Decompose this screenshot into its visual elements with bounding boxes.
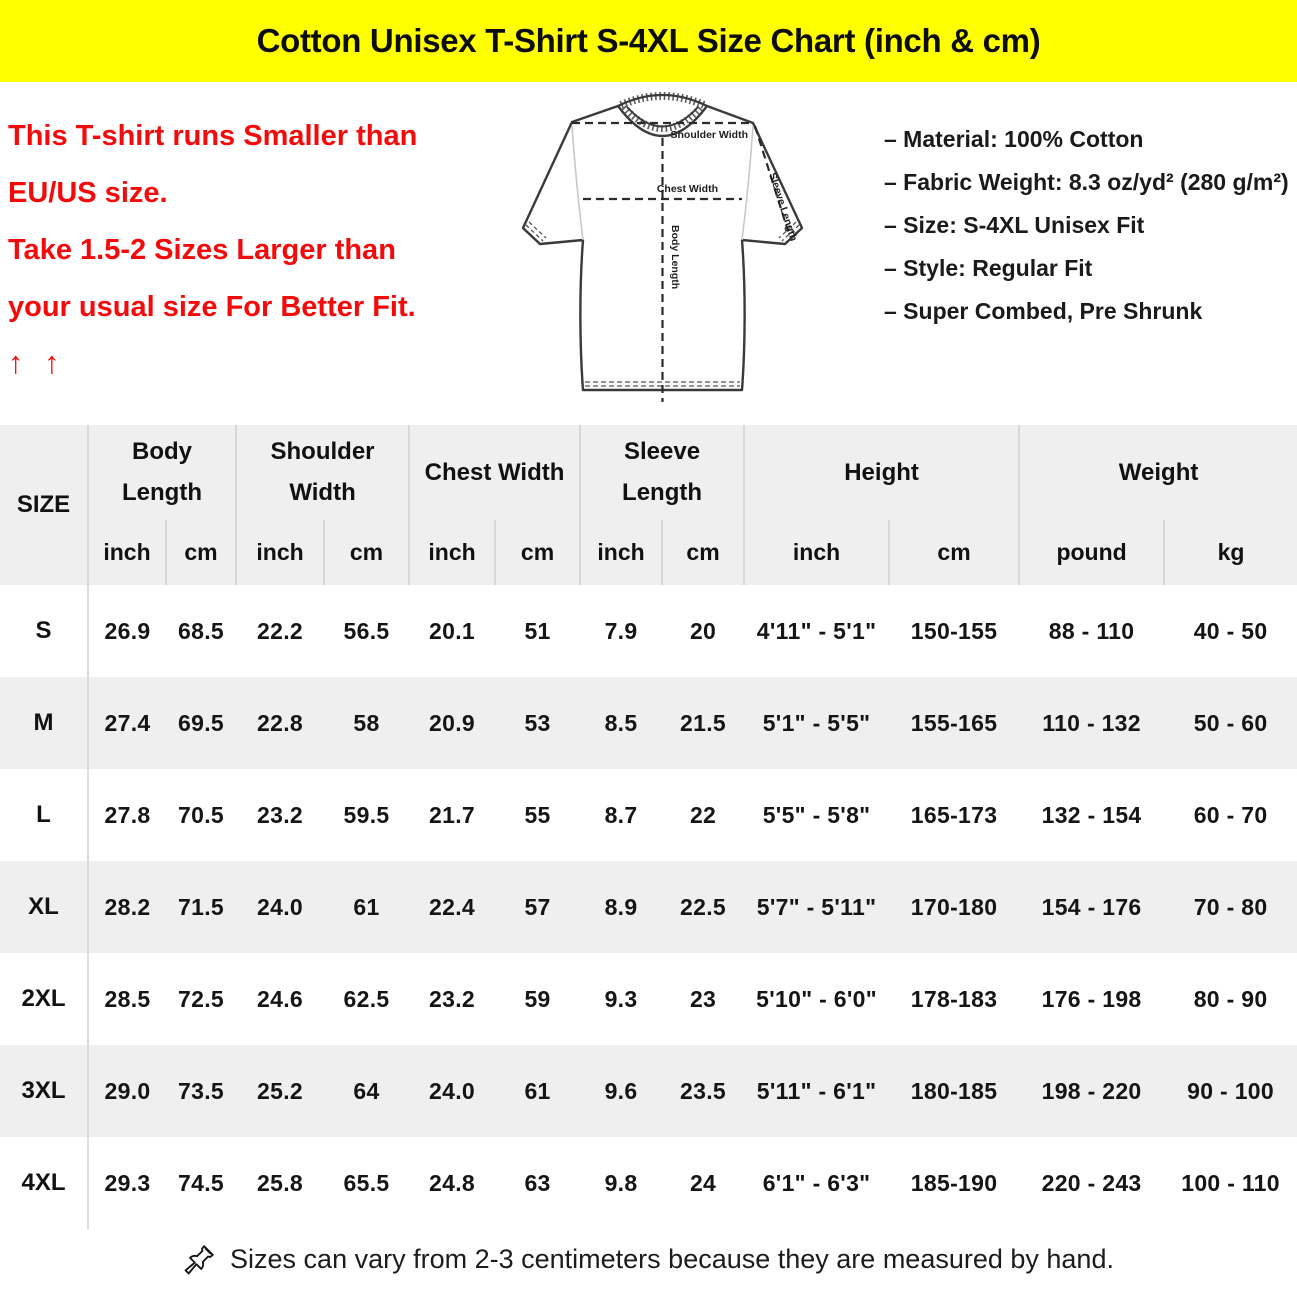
unit-header: inch xyxy=(88,520,166,585)
value-cell: 61 xyxy=(524,1077,551,1104)
value-cell: 8.7 xyxy=(604,801,638,828)
value-cell: 59 xyxy=(524,985,551,1012)
header-units-row xyxy=(0,520,1297,585)
title-banner xyxy=(0,0,1297,82)
value-cell: 55 xyxy=(524,801,551,828)
size-cell: L xyxy=(0,769,88,861)
footnote xyxy=(0,1229,1297,1289)
value-cell: 65.5 xyxy=(343,1169,390,1196)
value-cell: 110 - 132 xyxy=(1042,709,1141,736)
notice-line: This T-shirt runs Smaller than xyxy=(8,120,418,152)
unit-header: inch xyxy=(580,520,662,585)
value-cell: 50 - 60 xyxy=(1193,709,1268,736)
spec-item: – Material: 100% Cotton xyxy=(884,126,1144,152)
page-title: Cotton Unisex T-Shirt S-4XL Size Chart (inch & cm) xyxy=(256,22,1041,59)
value-cell: 61 xyxy=(353,893,380,920)
spec-item: – Super Combed, Pre Shrunk xyxy=(884,298,1203,324)
value-cell: 23.5 xyxy=(680,1077,727,1104)
fit-notice xyxy=(8,108,508,390)
value-cell: 220 - 243 xyxy=(1041,1169,1142,1196)
value-cell: 26.9 xyxy=(104,617,151,644)
value-cell: 154 - 176 xyxy=(1041,893,1142,920)
tshirt-diagram-icon xyxy=(505,92,845,422)
value-cell: 155-165 xyxy=(910,709,998,736)
value-cell: 22 xyxy=(689,801,717,828)
unit-header: inch xyxy=(236,520,324,585)
value-cell: 24 xyxy=(689,1169,717,1196)
value-cell: 27.8 xyxy=(104,801,151,828)
value-cell: 57 xyxy=(524,893,551,920)
value-cell: 24.0 xyxy=(429,1077,476,1104)
value-cell: 59.5 xyxy=(343,801,390,828)
value-cell: 180-185 xyxy=(910,1077,998,1104)
col-group-weight: Weight xyxy=(1019,425,1297,520)
size-table-body xyxy=(0,585,1297,1229)
value-cell: 22.8 xyxy=(257,709,303,736)
size-table xyxy=(0,425,1297,1229)
value-cell: 5'7" - 5'11" xyxy=(756,893,877,920)
value-cell: 176 - 198 xyxy=(1041,985,1142,1012)
size-cell: 3XL xyxy=(0,1045,88,1137)
value-cell: 150-155 xyxy=(910,617,998,644)
value-cell: 5'5" - 5'8" xyxy=(762,801,871,828)
value-cell: 132 - 154 xyxy=(1041,801,1142,828)
up-arrows-icon: ↑ ↑ xyxy=(8,345,66,380)
unit-header: inch xyxy=(409,520,495,585)
value-cell: 23.2 xyxy=(429,985,476,1012)
value-cell: 165-173 xyxy=(910,801,998,828)
col-header-size: SIZE xyxy=(0,425,88,585)
value-cell: 5'11" - 6'1" xyxy=(756,1077,877,1104)
sleeve-length-label: Sleeve Length xyxy=(766,171,800,243)
header-group-row xyxy=(0,425,1297,520)
value-cell: 40 - 50 xyxy=(1193,617,1268,644)
specs-list xyxy=(884,118,1297,333)
value-cell: 56.5 xyxy=(343,617,390,644)
value-cell: 53 xyxy=(524,709,551,736)
unit-header: cm xyxy=(166,520,236,585)
value-cell: 7.9 xyxy=(604,617,638,644)
col-group-height: Height xyxy=(744,425,1019,520)
chest-width-label: Chest Width xyxy=(656,183,718,195)
value-cell: 28.5 xyxy=(104,985,151,1012)
notice-line: your usual size For Better Fit. xyxy=(8,291,416,323)
value-cell: 63 xyxy=(524,1169,551,1196)
value-cell: 60 - 70 xyxy=(1193,801,1268,828)
value-cell: 178-183 xyxy=(910,985,998,1012)
table-row xyxy=(0,1137,1297,1229)
value-cell: 70.5 xyxy=(178,801,224,828)
value-cell: 8.5 xyxy=(604,709,638,736)
table-row xyxy=(0,861,1297,953)
value-cell: 170-180 xyxy=(910,893,998,920)
col-group-body-length: Body Length xyxy=(88,425,236,520)
size-cell: 2XL xyxy=(0,953,88,1045)
value-cell: 71.5 xyxy=(178,893,224,920)
value-cell: 22.5 xyxy=(680,893,727,920)
value-cell: 73.5 xyxy=(178,1077,224,1104)
value-cell: 24.0 xyxy=(257,893,303,920)
spec-item: – Size: S-4XL Unisex Fit xyxy=(884,212,1145,238)
value-cell: 23 xyxy=(689,985,717,1012)
value-cell: 58 xyxy=(353,709,380,736)
unit-header: pound xyxy=(1019,520,1164,585)
value-cell: 22.2 xyxy=(257,617,303,644)
value-cell: 21.5 xyxy=(680,709,727,736)
value-cell: 51 xyxy=(524,617,551,644)
value-cell: 88 - 110 xyxy=(1048,617,1135,644)
value-cell: 64 xyxy=(353,1077,380,1104)
spec-item: – Fabric Weight: 8.3 oz/yd² (280 g/m²) xyxy=(884,169,1289,195)
value-cell: 6'1" - 6'3" xyxy=(762,1169,871,1196)
value-cell: 72.5 xyxy=(178,985,224,1012)
pushpin-icon xyxy=(183,1243,216,1276)
value-cell: 23.2 xyxy=(257,801,303,828)
col-group-chest-width: Chest Width xyxy=(409,425,580,520)
value-cell: 80 - 90 xyxy=(1193,985,1268,1012)
table-row xyxy=(0,677,1297,769)
notice-line: Take 1.5-2 Sizes Larger than xyxy=(8,234,396,266)
unit-header: inch xyxy=(744,520,889,585)
unit-header: cm xyxy=(495,520,580,585)
size-cell: 4XL xyxy=(0,1137,88,1229)
size-cell: S xyxy=(0,585,88,677)
notice-line: EU/US size. xyxy=(8,177,168,209)
value-cell: 20.9 xyxy=(429,709,476,736)
table-row xyxy=(0,1045,1297,1137)
value-cell: 20.1 xyxy=(429,617,476,644)
spec-item: – Style: Regular Fit xyxy=(884,255,1093,281)
value-cell: 100 - 110 xyxy=(1181,1169,1280,1196)
table-header xyxy=(0,425,1297,585)
value-cell: 22.4 xyxy=(429,893,476,920)
unit-header: cm xyxy=(324,520,409,585)
value-cell: 20 xyxy=(689,617,717,644)
value-cell: 69.5 xyxy=(178,709,224,736)
value-cell: 90 - 100 xyxy=(1187,1077,1274,1104)
value-cell: 70 - 80 xyxy=(1193,893,1268,920)
footnote-text: Sizes can vary from 2-3 centimeters because they are measured by hand. xyxy=(230,1243,1114,1274)
value-cell: 5'10" - 6'0" xyxy=(756,985,877,1012)
table-row xyxy=(0,585,1297,677)
shoulder-width-label: Shoulder Width xyxy=(670,129,748,141)
value-cell: 25.8 xyxy=(257,1169,303,1196)
value-cell: 24.6 xyxy=(257,985,303,1012)
table-row xyxy=(0,769,1297,861)
col-group-shoulder-width: Shoulder Width xyxy=(236,425,409,520)
table-row xyxy=(0,953,1297,1045)
value-cell: 21.7 xyxy=(429,801,476,828)
value-cell: 68.5 xyxy=(178,617,224,644)
value-cell: 9.3 xyxy=(604,985,638,1012)
value-cell: 8.9 xyxy=(604,893,638,920)
body-length-label: Body Length xyxy=(669,225,681,290)
unit-header: cm xyxy=(662,520,744,585)
size-cell: M xyxy=(0,677,88,769)
value-cell: 62.5 xyxy=(343,985,390,1012)
value-cell: 27.4 xyxy=(104,709,151,736)
value-cell: 185-190 xyxy=(910,1169,998,1196)
value-cell: 28.2 xyxy=(104,893,151,920)
value-cell: 9.8 xyxy=(604,1169,638,1196)
value-cell: 9.6 xyxy=(604,1077,638,1104)
value-cell: 29.0 xyxy=(104,1077,151,1104)
value-cell: 25.2 xyxy=(257,1077,303,1104)
unit-header: kg xyxy=(1164,520,1297,585)
size-cell: XL xyxy=(0,861,88,953)
value-cell: 4'11" - 5'1" xyxy=(756,617,877,644)
col-group-sleeve-length: Sleeve Length xyxy=(580,425,744,520)
value-cell: 5'1" - 5'5" xyxy=(762,709,871,736)
unit-header: cm xyxy=(889,520,1019,585)
value-cell: 29.3 xyxy=(104,1169,151,1196)
value-cell: 24.8 xyxy=(429,1169,476,1196)
value-cell: 74.5 xyxy=(178,1169,224,1196)
value-cell: 198 - 220 xyxy=(1041,1077,1142,1104)
